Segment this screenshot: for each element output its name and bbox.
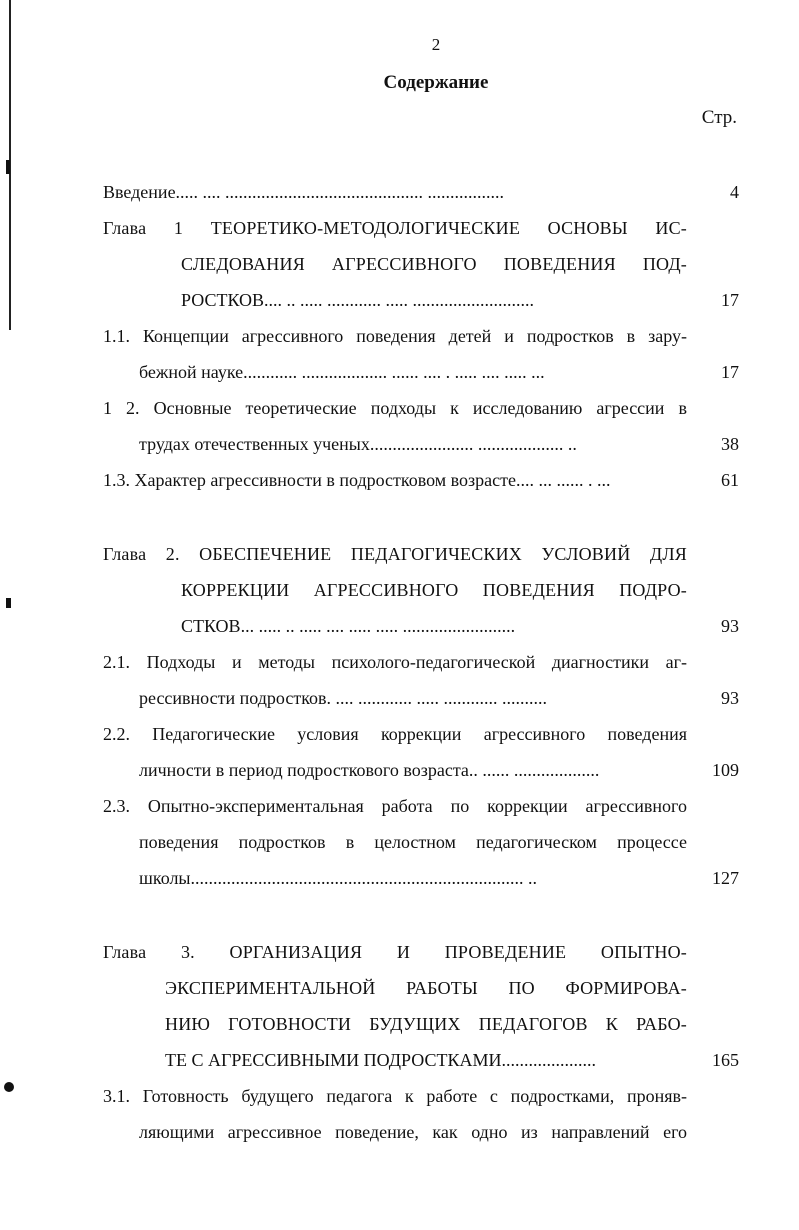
entry-text-line-2: ляющими агрессивное поведение, как одно из направлений его bbox=[139, 1122, 687, 1142]
scan-mark-3 bbox=[4, 1082, 14, 1092]
entry-text-line-2: бежной науке............ ................... ...... .... . ..... .... ..... ... bbox=[139, 362, 545, 382]
toc-entry-2-1[interactable] bbox=[103, 644, 739, 716]
entry-text-line-2: поведения подростков в целостном педагогическом процессе bbox=[139, 832, 687, 852]
entry-text-line-1: 2.3. Опытно-экспериментальная работа по коррекции агрессивного bbox=[103, 796, 687, 816]
entry-text-line-1: Глава 3. ОРГАНИЗАЦИЯ И ПРОВЕДЕНИЕ ОПЫТНО- bbox=[103, 942, 687, 962]
toc-entry-1-3[interactable] bbox=[103, 462, 739, 498]
scan-mark-1 bbox=[6, 160, 10, 174]
entry-text-line-1: Глава 2. ОБЕСПЕЧЕНИЕ ПЕДАГОГИЧЕСКИХ УСЛОВИЙ ДЛЯ bbox=[103, 544, 687, 564]
entry-text-line-2: СЛЕДОВАНИЯ АГРЕССИВНОГО ПОВЕДЕНИЯ ПОД- bbox=[181, 254, 687, 274]
entry-page: 93 bbox=[721, 688, 739, 708]
entry-text-line-1: Глава 1 ТЕОРЕТИКО-МЕТОДОЛОГИЧЕСКИЕ ОСНОВЫ ИС- bbox=[103, 218, 687, 238]
table-of-contents bbox=[103, 174, 739, 1150]
entry-text-line-2: рессивности подростков. .... ............ ..... ............ .......... bbox=[139, 688, 548, 708]
entry-page: 165 bbox=[712, 1050, 739, 1070]
toc-entry-chapter-2[interactable] bbox=[103, 536, 739, 644]
entry-text-line-3: РОСТКОВ.... .. ..... ............ ..... ........................... bbox=[181, 290, 535, 310]
entry-page: 4 bbox=[730, 182, 739, 202]
section-gap bbox=[103, 498, 739, 536]
entry-page: 38 bbox=[721, 434, 739, 454]
entry-page: 127 bbox=[712, 868, 739, 888]
toc-entry-intro[interactable] bbox=[103, 174, 739, 210]
entry-text: 1.3. Характер агрессивности в подростковом возрасте.... ... ...... . ... bbox=[103, 470, 611, 490]
entry-text-line-2: КОРРЕКЦИИ АГРЕССИВНОГО ПОВЕДЕНИЯ ПОДРО- bbox=[181, 580, 687, 600]
toc-entry-2-3[interactable] bbox=[103, 788, 739, 896]
entry-text-line-2: трудах отечественных ученых....................... ................... .. bbox=[139, 434, 577, 454]
entry-text-line-2: ЭКСПЕРИМЕНТАЛЬНОЙ РАБОТЫ ПО ФОРМИРОВА- bbox=[165, 978, 687, 998]
scan-mark-2 bbox=[6, 598, 11, 608]
entry-page: 109 bbox=[712, 760, 739, 780]
entry-text-line-1: 2.1. Подходы и методы психолого-педагогической диагностики аг- bbox=[103, 652, 687, 672]
page-number: 2 bbox=[431, 35, 441, 54]
entry-text-line-2: личности в период подросткового возраста.. ...... ................... bbox=[139, 760, 600, 780]
toc-entry-chapter-3[interactable] bbox=[103, 934, 739, 1078]
toc-entry-chapter-1[interactable] bbox=[103, 210, 739, 318]
entry-text-line-1: 1 2. Основные теоретические подходы к исследованию агрессии в bbox=[103, 398, 687, 418]
page-column-label: Стр. bbox=[701, 107, 737, 128]
entry-text-line-3: школы.......................................................................... .. bbox=[139, 868, 538, 888]
toc-entry-1-2[interactable] bbox=[103, 390, 739, 462]
section-gap bbox=[103, 896, 739, 934]
entry-text-line-3: НИЮ ГОТОВНОСТИ БУДУЩИХ ПЕДАГОГОВ К РАБО- bbox=[165, 1014, 687, 1034]
entry-page: 61 bbox=[721, 470, 739, 490]
toc-entry-3-1[interactable] bbox=[103, 1078, 739, 1150]
entry-text-line-1: 1.1. Концепции агрессивного поведения детей и подростков в зару- bbox=[103, 326, 687, 346]
entry-text: Введение..... .... ............................................ ................. bbox=[103, 182, 505, 202]
entry-page: 17 bbox=[721, 290, 739, 310]
entry-text-line-1: 3.1. Готовность будущего педагога к работе с подростками, проняв- bbox=[103, 1086, 687, 1106]
entry-text-line-3: СТКОВ... ..... .. ..... .... ..... ..... ......................... bbox=[181, 616, 516, 636]
toc-entry-2-2[interactable] bbox=[103, 716, 739, 788]
entry-page: 17 bbox=[721, 362, 739, 382]
entry-page: 93 bbox=[721, 616, 739, 636]
toc-entry-1-1[interactable] bbox=[103, 318, 739, 390]
entry-text-line-1: 2.2. Педагогические условия коррекции агрессивного поведения bbox=[103, 724, 687, 744]
entry-text-line-4: ТЕ С АГРЕССИВНЫМИ ПОДРОСТКАМИ..................... bbox=[165, 1050, 596, 1070]
page-title: Содержание bbox=[383, 72, 489, 93]
